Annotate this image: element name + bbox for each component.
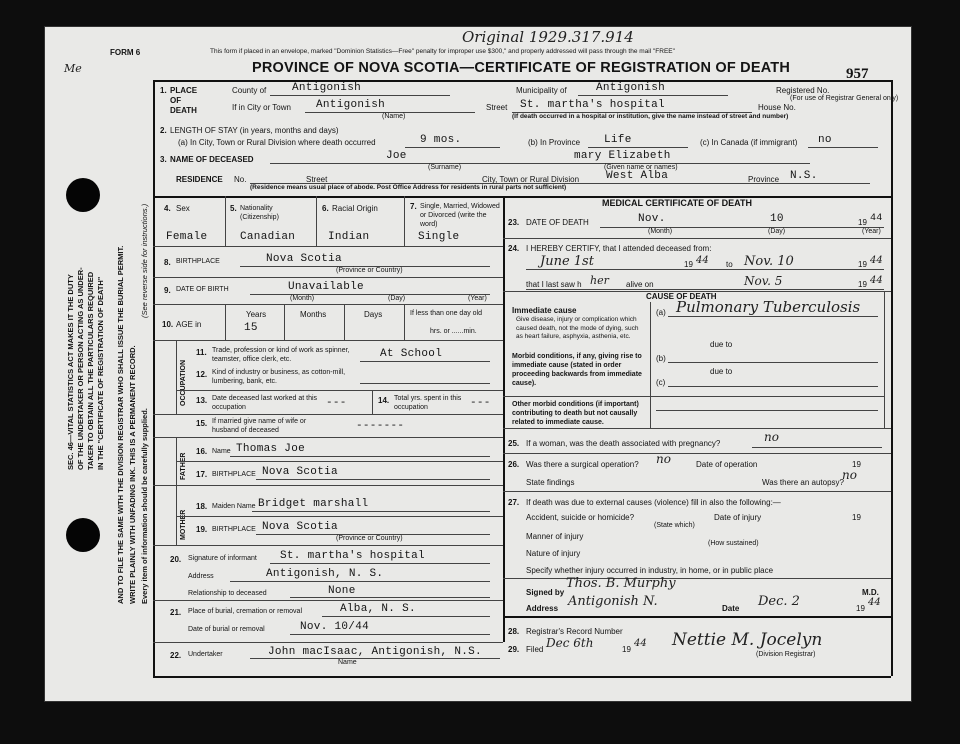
attended-to-label: to xyxy=(726,260,733,269)
burial-place-value: Alba, N. S. xyxy=(340,603,416,615)
residence-city-value: West Alba xyxy=(606,170,669,182)
registered-no-label: Registered No. xyxy=(776,86,830,95)
birthplace-label: BIRTHPLACE xyxy=(176,258,220,265)
sign-date-label: Date xyxy=(722,604,740,613)
immediate-cause-label: Immediate cause xyxy=(512,306,577,315)
county-value: Antigonish xyxy=(292,82,362,94)
date-last-worked-value: --- xyxy=(326,397,347,409)
side-notice-line-6: WRITE PLAINLY WITH UNFADING INK. THIS IS A PERMANENT RECORD. xyxy=(128,345,137,604)
stay-canada-label: (c) In Canada (if immigrant) xyxy=(700,138,798,147)
residence-hint: (Residence means usual place of abode. Post Office Address for residents in rural parts not sufficient) xyxy=(250,184,567,191)
physician-address-value: Antigonish N. xyxy=(568,594,658,609)
filed-year-value: 44 xyxy=(634,638,647,649)
age-years-value: 15 xyxy=(244,322,258,334)
cause-of-death-heading: CAUSE OF DEATH xyxy=(646,292,717,301)
municipality-value: Antigonish xyxy=(596,82,666,94)
mother-side-label: MOTHER xyxy=(180,509,187,540)
death-month-value: Nov. xyxy=(638,213,666,225)
alive-on-year: 44 xyxy=(870,275,883,286)
stay-canada-value: no xyxy=(818,134,832,146)
county-label: County of xyxy=(232,86,267,95)
age-days-label: Days xyxy=(364,310,383,319)
total-years-label: Total yrs. spent in this occupation xyxy=(394,395,462,411)
date-last-worked-label: Date deceased last worked at this occupation xyxy=(212,395,318,411)
due-to-label-b: due to xyxy=(710,367,733,376)
surname-value: Joe xyxy=(386,150,407,162)
mail-notice: This form if placed in an envelope, marked "Dominion Statistics—Free" penalty for improper use $300," and properly addressed will pass through the mail "FREE" xyxy=(210,48,675,55)
md-label: M.D. xyxy=(862,588,879,597)
given-names-hint: (Given name or names) xyxy=(604,164,678,171)
nationality-value: Canadian xyxy=(240,231,296,243)
death-day-value: 10 xyxy=(770,213,784,225)
death-year-hint: (Year) xyxy=(862,228,881,235)
residence-no-label: No. xyxy=(234,175,247,184)
length-of-stay-label: LENGTH OF STAY (in years, months and days) xyxy=(170,126,339,135)
hrs-min-label: hrs. or ......min. xyxy=(430,328,477,335)
spouse-name-value: ------- xyxy=(356,420,405,432)
surgical-question: Was there a surgical operation? xyxy=(526,460,639,469)
mother-birthplace-value: Nova Scotia xyxy=(262,521,338,533)
mother-maiden-label: Maiden Name xyxy=(212,503,256,510)
autopsy-answer: no xyxy=(842,468,857,482)
name-of-deceased-label: NAME OF DECEASED xyxy=(170,155,254,164)
province-value: N.S. xyxy=(790,170,818,182)
undertaker-name-hint: Name xyxy=(338,659,357,666)
street-label: Street xyxy=(486,103,508,112)
registrar-record-label: Registrar's Record Number xyxy=(526,627,623,636)
death-day-hint: (Day) xyxy=(768,228,786,235)
dob-year-hint: (Year) xyxy=(468,295,487,302)
top-border xyxy=(153,80,891,82)
column-divider xyxy=(503,196,505,642)
immediate-cause-value: Pulmonary Tuberculosis xyxy=(676,298,861,316)
undertaker-label: Undertaker xyxy=(188,651,223,658)
age-months-label: Months xyxy=(300,310,327,319)
medical-certificate-heading: MEDICAL CERTIFICATE OF DEATH xyxy=(602,198,752,208)
last-saw-value: her xyxy=(590,274,609,287)
sign-date-value: Dec. 2 xyxy=(758,594,800,609)
side-notice-line-2: OF THE UNDERTAKER OR PERSON ACTING AS UNDER- xyxy=(76,267,85,470)
total-years-value: --- xyxy=(470,397,491,409)
informant-address-value: Antigonish, N. S. xyxy=(266,568,384,580)
operation-year-prefix: 19 xyxy=(852,460,861,469)
trade-value: At School xyxy=(380,348,443,360)
nature-of-injury-label: Nature of injury xyxy=(526,549,581,558)
residence-city-label: City, Town or Rural Division xyxy=(482,175,580,184)
father-side-label: FATHER xyxy=(180,452,187,480)
city-town-value: Antigonish xyxy=(316,99,386,111)
injury-year-prefix: 19 xyxy=(852,513,861,522)
last-saw-label: that I last saw h xyxy=(526,280,582,289)
accident-label: Accident, suicide or homicide? xyxy=(526,513,635,522)
state-findings-label: State findings xyxy=(526,478,575,487)
date-of-birth-label: DATE OF BIRTH xyxy=(176,286,229,293)
external-causes-label: If death was due to external causes (violence) fill in also the following:— xyxy=(526,498,781,507)
autopsy-question: Was there an autopsy? xyxy=(762,478,844,487)
relationship-label: Relationship to deceased xyxy=(188,590,267,597)
morbid-conditions-label: Morbid conditions, if any, giving rise to immediate cause (stated in order proceeding backwards from immediate cause). xyxy=(512,353,642,387)
less-than-day-label: If less than one day old xyxy=(410,310,482,317)
burial-date-label: Date of burial or removal xyxy=(188,626,265,633)
spouse-name-label: If married give name of wife or husband of deceased xyxy=(212,418,307,434)
death-month-hint: (Month) xyxy=(648,228,673,235)
age-years-label: Years xyxy=(246,310,267,319)
dob-day-hint: (Day) xyxy=(388,295,406,302)
stay-province-label: (b) In Province xyxy=(528,138,581,147)
racial-origin-label: Racial Origin xyxy=(332,204,378,213)
burial-date-value: Nov. 10/44 xyxy=(300,621,370,633)
pregnancy-answer: no xyxy=(764,430,779,444)
stay-city-label: (a) In City, Town or Rural Division where death occurred xyxy=(178,138,376,147)
alive-on-year-prefix: 19 xyxy=(858,280,867,289)
side-notice-line-1: SEC. 46—VITAL STATISTICS ACT MAKES IT THE DUTY xyxy=(66,274,75,470)
attended-to-value: Nov. 10 xyxy=(744,254,794,269)
undertaker-value: John macIsaac, Antigonish, N.S. xyxy=(268,646,482,658)
alive-on-label: alive on xyxy=(626,280,654,289)
how-sustained-hint: (How sustained) xyxy=(708,540,759,547)
attended-to-year-prefix: 19 xyxy=(858,260,867,269)
alive-on-value: Nov. 5 xyxy=(744,274,783,288)
municipality-label: Municipality of xyxy=(516,86,567,95)
filed-label: Filed xyxy=(526,645,544,654)
side-notice-line-7: Every item of information should be carefully supplied. xyxy=(140,408,149,604)
attended-from-year: 44 xyxy=(696,255,709,266)
province-label: Province xyxy=(748,175,780,184)
binder-hole-bottom xyxy=(66,518,100,552)
filed-date-value: Dec 6th xyxy=(546,636,594,650)
bottom-border xyxy=(153,676,891,678)
relationship-value: None xyxy=(328,585,356,597)
informant-address-label: Address xyxy=(188,573,214,580)
certificate-title: PROVINCE OF NOVA SCOTIA—CERTIFICATE OF REGISTRATION OF DEATH xyxy=(252,60,791,76)
marital-label: Single, Married, Widowed or Divorced (write the word) xyxy=(420,203,500,228)
date-of-death-label: DATE OF DEATH xyxy=(526,218,589,227)
death-year-value: 44 xyxy=(870,213,883,224)
age-label: AGE in xyxy=(176,320,202,329)
date-of-injury-label: Date of injury xyxy=(714,513,762,522)
handwritten-register-number: Original 1929.317.914 xyxy=(462,28,634,46)
physician-signature: Thos. B. Murphy xyxy=(566,576,676,591)
residence-street-label: Street xyxy=(306,175,328,184)
stay-city-value: 9 mos. xyxy=(420,134,462,146)
registrar-general-note: (For use of Registrar General only) xyxy=(790,95,899,102)
residence-label: RESIDENCE xyxy=(176,175,223,184)
birthplace-hint: (Province or Country) xyxy=(336,267,403,274)
due-to-label-a: due to xyxy=(710,340,733,349)
occupation-side-label: OCCUPATION xyxy=(180,359,187,406)
margin-mark: Me xyxy=(64,62,82,75)
house-no-label: House No. xyxy=(758,103,796,112)
mother-birthplace-label: BIRTHPLACE xyxy=(212,526,256,533)
sex-label: Sex xyxy=(176,204,190,213)
hospital-hint: (If death occurred in a hospital or institution, give the name instead of street and number) xyxy=(512,113,789,120)
surgical-answer: no xyxy=(656,452,671,466)
pregnancy-question: If a woman, was the death associated with pregnancy? xyxy=(526,439,721,448)
father-name-value: Thomas Joe xyxy=(236,443,306,455)
signed-by-label: Signed by xyxy=(526,588,565,597)
nationality-label: Nationality (Citizenship) xyxy=(240,205,279,221)
immediate-cause-hint: Give disease, injury or complication which caused death, not the mode of dying, such as heart failure, asphyxia, asthenia, etc. xyxy=(516,316,639,340)
racial-origin-value: Indian xyxy=(328,231,370,243)
place-of-death-label: PLACE OF DEATH xyxy=(170,86,198,115)
informant-value: St. martha's hospital xyxy=(280,550,425,562)
sign-year-value: 44 xyxy=(868,597,881,608)
father-birthplace-label: BIRTHPLACE xyxy=(212,471,256,478)
other-morbid-label: Other morbid conditions (if important) contributing to death but not causally related to immediate cause. xyxy=(512,401,639,426)
left-border xyxy=(153,80,155,676)
trade-label: Trade, profession or kind of work as spinner, teamster, office clerk, etc. xyxy=(212,347,350,363)
death-year-prefix: 19 xyxy=(858,218,867,227)
industry-label: Kind of industry or business, as cotton-mill, lumbering, bank, etc. xyxy=(212,369,346,385)
date-of-operation-label: Date of operation xyxy=(696,460,758,469)
side-notice-line-5: AND TO FILE THE SAME WITH THE DIVISION REGISTRAR WHO SHALL ISSUE THE BURIAL PERMIT. xyxy=(116,245,125,604)
specify-injury-location: Specify whether injury occurred in industry, in home, or in public place xyxy=(526,566,774,575)
city-town-label: If in City or Town xyxy=(232,103,291,112)
side-notice-line-8: (See reverse side for instructions.) xyxy=(140,203,149,318)
sex-value: Female xyxy=(166,231,208,243)
certify-label: I HEREBY CERTIFY, that I attended deceased from: xyxy=(526,244,712,253)
given-names-value: mary Elizabeth xyxy=(574,150,671,162)
filed-year-prefix: 19 xyxy=(622,645,631,654)
father-name-label: Name xyxy=(212,448,231,455)
dob-month-hint: (Month) xyxy=(290,295,315,302)
marital-value: Single xyxy=(418,231,460,243)
registration-number: 957 xyxy=(846,66,869,82)
name-hint: (Name) xyxy=(382,113,406,120)
father-birthplace-value: Nova Scotia xyxy=(262,466,338,478)
attended-to-year: 44 xyxy=(870,255,883,266)
division-registrar-signature: Nettie M. Jocelyn xyxy=(672,630,823,650)
side-notice-line-4: IN THE "CERTIFICATE OF REGISTRATION OF DEATH" xyxy=(96,276,105,470)
binder-hole-top xyxy=(66,178,100,212)
stay-province-value: Life xyxy=(604,134,632,146)
surname-hint: (Surname) xyxy=(428,164,462,171)
attended-from-value: June 1st xyxy=(540,254,594,269)
form-number: FORM 6 xyxy=(110,48,141,57)
birthplace-value: Nova Scotia xyxy=(266,253,342,265)
attended-from-year-prefix: 19 xyxy=(684,260,693,269)
street-value: St. martha's hospital xyxy=(520,99,665,111)
manner-of-injury-label: Manner of injury xyxy=(526,532,584,541)
right-border xyxy=(891,80,893,676)
informant-label: Signature of informant xyxy=(188,555,257,562)
state-which-hint: (State which) xyxy=(654,522,695,529)
burial-place-label: Place of burial, cremation or removal xyxy=(188,608,302,615)
side-notice-line-3: TAKER TO OBTAIN ALL THE PARTICULARS REQUIRED xyxy=(86,271,95,470)
date-of-birth-value: Unavailable xyxy=(288,281,364,293)
division-registrar-hint: (Division Registrar) xyxy=(756,651,816,658)
mother-maiden-value: Bridget marshall xyxy=(258,498,369,510)
mother-birthplace-hint: (Province or Country) xyxy=(336,535,403,542)
sign-year-prefix: 19 xyxy=(856,604,865,613)
physician-address-label: Address xyxy=(526,604,559,613)
